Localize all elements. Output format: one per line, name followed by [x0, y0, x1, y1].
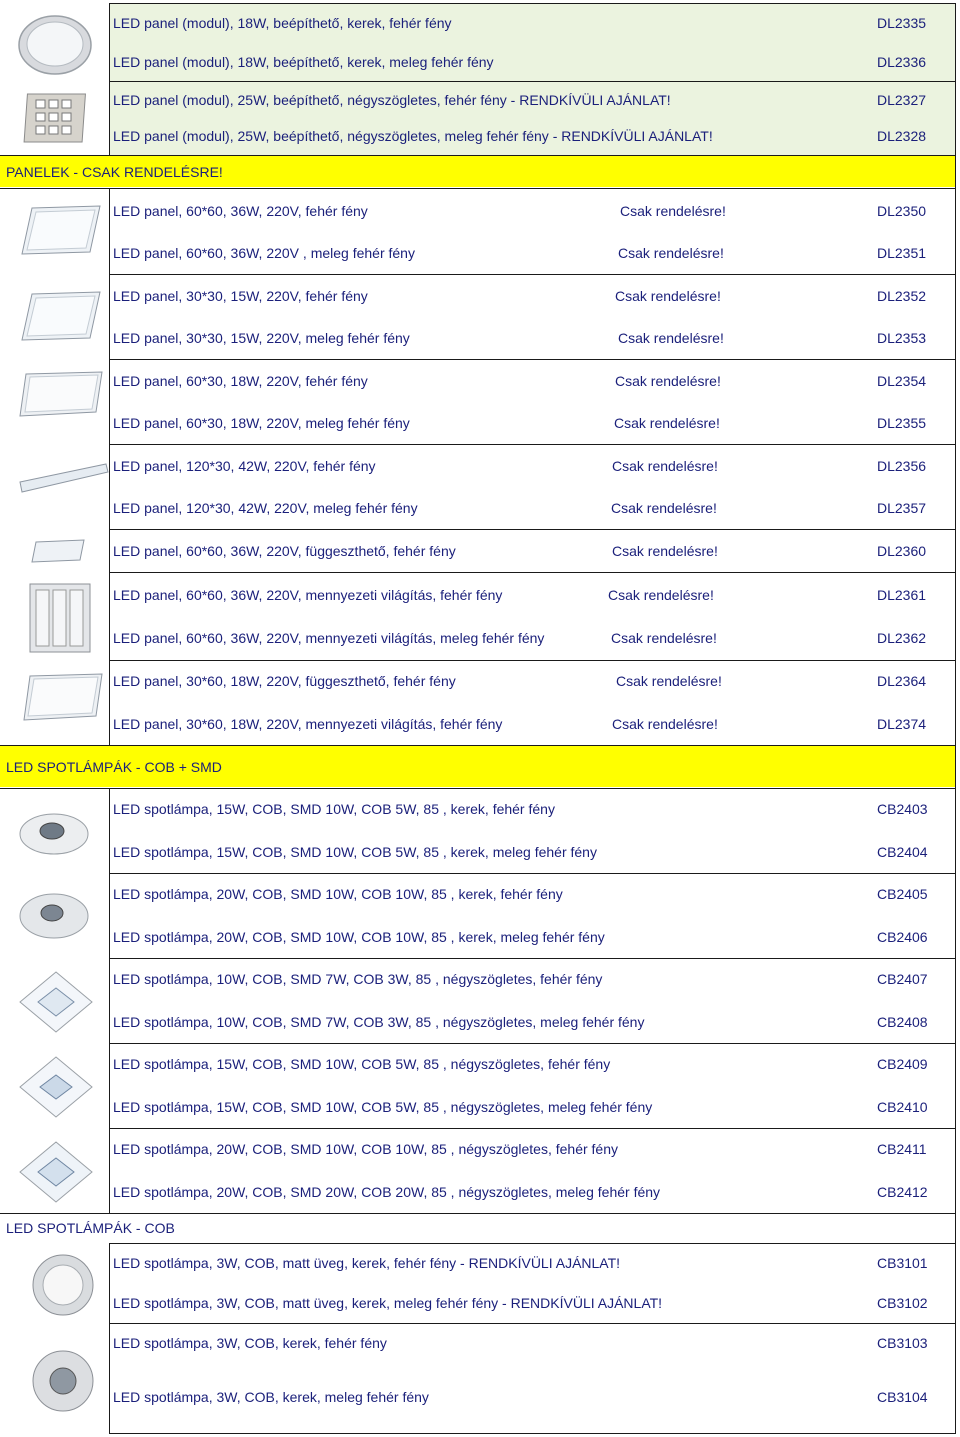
order-note: Csak rendelésre!	[618, 245, 724, 261]
panel-60x30-image	[16, 366, 106, 436]
product-code: CB3101	[877, 1255, 928, 1271]
product-description: LED spotlámpa, 15W, COB, SMD 10W, COB 5W, 85 , kerek, meleg fehér fény	[113, 844, 597, 860]
square-spotlight-20w-image	[16, 1136, 96, 1208]
order-note: Csak rendelésre!	[608, 587, 714, 603]
round-panel-image	[16, 8, 94, 78]
product-code: CB2404	[877, 844, 928, 860]
product-description: LED spotlámpa, 20W, COB, SMD 20W, COB 20W, 85 , négyszögletes, meleg fehér fény	[113, 1184, 661, 1200]
section-header-panels: PANELEK - CSAK RENDELÉSRE!	[6, 164, 223, 180]
product-code: DL2328	[877, 128, 927, 144]
cob-spotlight-3w-round-image	[28, 1346, 98, 1416]
product-code: CB3104	[877, 1389, 928, 1405]
product-code: DL2361	[877, 587, 927, 603]
product-code: DL2360	[877, 543, 927, 559]
product-description: LED panel, 30*30, 15W, 220V, meleg fehér fény	[113, 330, 410, 346]
product-description: LED spotlámpa, 10W, COB, SMD 7W, COB 3W, 85 , négyszögletes, meleg fehér fény	[113, 1014, 645, 1030]
square-spotlight-15w-image	[16, 1051, 96, 1123]
order-note: Csak rendelésre!	[616, 673, 722, 689]
product-description: LED panel, 60*60, 36W, 220V, mennyezeti világítás, fehér fény	[113, 587, 503, 603]
product-description: LED spotlámpa, 15W, COB, SMD 10W, COB 5W, 85 , kerek, fehér fény	[113, 801, 555, 817]
round-spotlight-15w-image	[16, 798, 92, 866]
product-description: LED spotlámpa, 3W, COB, matt üveg, kerek, meleg fehér fény - RENDKÍVÜLI AJÁNLAT!	[113, 1295, 663, 1311]
order-note: Csak rendelésre!	[612, 458, 718, 474]
product-code: DL2351	[877, 245, 927, 261]
product-code: CB2410	[877, 1099, 928, 1115]
product-code: DL2362	[877, 630, 927, 646]
order-note: Csak rendelésre!	[612, 716, 718, 732]
square-module-panel-image	[22, 86, 92, 150]
product-description: LED panel (modul), 25W, beépíthető, négyszögletes, fehér fény - RENDKÍVÜLI AJÁNLAT!	[113, 92, 671, 108]
product-description: LED panel (modul), 18W, beépíthető, kerek, meleg fehér fény	[113, 54, 494, 70]
product-code: DL2352	[877, 288, 927, 304]
product-code: DL2335	[877, 15, 927, 31]
product-description: LED spotlámpa, 3W, COB, kerek, meleg fehér fény	[113, 1389, 429, 1405]
product-description: LED spotlámpa, 15W, COB, SMD 10W, COB 5W, 85 , négyszögletes, fehér fény	[113, 1056, 611, 1072]
product-code: CB2405	[877, 886, 928, 902]
product-description: LED panel, 60*30, 18W, 220V, fehér fény	[113, 373, 368, 389]
product-description: LED panel (modul), 25W, beépíthető, négyszögletes, meleg fehér fény - RENDKÍVÜLI AJÁNLAT!	[113, 128, 713, 144]
product-code: CB2403	[877, 801, 928, 817]
section-header-spotlights-cob-smd: LED SPOTLÁMPÁK - COB + SMD	[6, 759, 222, 775]
panel-30x30-image	[18, 282, 104, 352]
product-description: LED panel, 30*60, 18W, 220V, mennyezeti világítás, fehér fény	[113, 716, 503, 732]
order-note: Csak rendelésre!	[620, 203, 726, 219]
product-description: LED spotlámpa, 3W, COB, kerek, fehér fény	[113, 1335, 387, 1351]
product-description: LED panel, 120*30, 42W, 220V, meleg fehér fény	[113, 500, 418, 516]
section-header-spotlights-cob: LED SPOTLÁMPÁK - COB	[6, 1220, 175, 1236]
product-code: CB2408	[877, 1014, 928, 1030]
order-note: Csak rendelésre!	[611, 630, 717, 646]
product-code: CB3103	[877, 1335, 928, 1351]
product-code: CB3102	[877, 1295, 928, 1311]
order-note: Csak rendelésre!	[615, 288, 721, 304]
panel-120x30-image	[14, 452, 110, 512]
product-description: LED spotlámpa, 20W, COB, SMD 10W, COB 10W, 85 , kerek, meleg fehér fény	[113, 929, 605, 945]
product-description: LED panel, 60*60, 36W, 220V, függeszthető, fehér fény	[113, 543, 456, 559]
product-description: LED panel, 30*60, 18W, 220V, függeszthető, fehér fény	[113, 673, 456, 689]
product-description: LED spotlámpa, 10W, COB, SMD 7W, COB 3W, 85 , négyszögletes, fehér fény	[113, 971, 603, 987]
product-code: DL2336	[877, 54, 927, 70]
product-description: LED spotlámpa, 3W, COB, matt üveg, kerek, fehér fény - RENDKÍVÜLI AJÁNLAT!	[113, 1255, 621, 1271]
product-description: LED spotlámpa, 20W, COB, SMD 10W, COB 10W, 85 , négyszögletes, fehér fény	[113, 1141, 619, 1157]
product-code: DL2374	[877, 716, 927, 732]
square-spotlight-10w-image	[16, 966, 96, 1038]
order-note: Csak rendelésre!	[615, 373, 721, 389]
product-code: DL2355	[877, 415, 927, 431]
product-code: CB2412	[877, 1184, 928, 1200]
product-code: DL2327	[877, 92, 927, 108]
product-description: LED panel (modul), 18W, beépíthető, kerek, fehér fény	[113, 15, 452, 31]
product-description: LED panel, 60*60, 36W, 220V , meleg fehér fény	[113, 245, 415, 261]
order-note: Csak rendelésre!	[614, 415, 720, 431]
product-code: DL2354	[877, 373, 927, 389]
product-description: LED panel, 120*30, 42W, 220V, fehér fény	[113, 458, 376, 474]
order-note: Csak rendelésre!	[612, 543, 718, 559]
round-spotlight-20w-image	[16, 882, 92, 950]
product-code: CB2411	[877, 1141, 927, 1157]
product-description: LED panel, 60*30, 18W, 220V, meleg fehér fény	[113, 415, 410, 431]
product-description: LED panel, 60*60, 36W, 220V, fehér fény	[113, 203, 368, 219]
order-note: Csak rendelésre!	[618, 330, 724, 346]
product-description: LED spotlámpa, 15W, COB, SMD 10W, COB 5W, 85 , négyszögletes, meleg fehér fény	[113, 1099, 653, 1115]
panel-30x60-image	[18, 668, 106, 738]
product-code: CB2406	[877, 929, 928, 945]
suspended-panel-image	[30, 536, 90, 566]
order-note: Csak rendelésre!	[611, 500, 717, 516]
cob-spotlight-3w-image	[28, 1250, 98, 1320]
ceiling-troffer-image	[26, 580, 94, 656]
product-code: DL2364	[877, 673, 927, 689]
product-code: DL2353	[877, 330, 927, 346]
product-description: LED spotlámpa, 20W, COB, SMD 10W, COB 10W, 85 , kerek, fehér fény	[113, 886, 563, 902]
product-code: CB2409	[877, 1056, 928, 1072]
product-description: LED panel, 60*60, 36W, 220V, mennyezeti világítás, meleg fehér fény	[113, 630, 545, 646]
product-code: DL2357	[877, 500, 927, 516]
product-code: DL2350	[877, 203, 927, 219]
product-code: DL2356	[877, 458, 927, 474]
product-description: LED panel, 30*30, 15W, 220V, fehér fény	[113, 288, 368, 304]
product-code: CB2407	[877, 971, 928, 987]
panel-60x60-image	[18, 196, 104, 266]
